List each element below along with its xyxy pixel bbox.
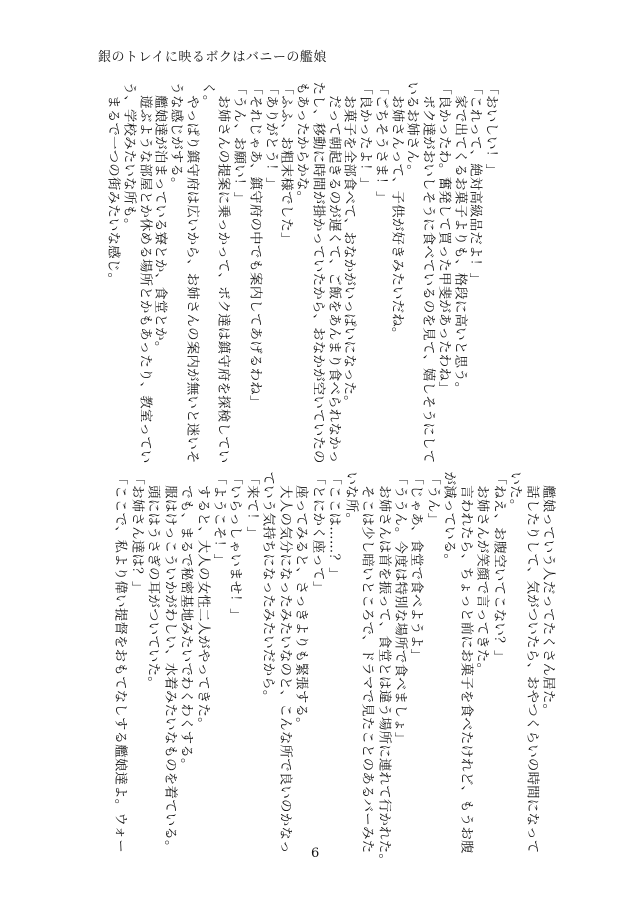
text-column: お姉さんは首を振って、食堂とは違う場所に連れて行かれた。 [376,471,392,868]
text-column: 「ねえ、お腹空いてこない？」 [491,471,507,664]
text-column: 「ふふ、お粗末様でした」 [278,81,294,246]
text-column: 「来て！」 [244,471,260,540]
text-column: いた。 [507,471,523,513]
text-column: いな所。 [343,471,359,527]
text-column: 艦娘達が泊まっている寮とか、食堂とか。 [152,81,168,355]
text-column: 「ううん。今度は特別な場所で食べましょ」 [392,471,408,746]
text-column: まるで一つの街みたいな感じ。 [105,81,121,287]
text-column: 「うん」 [425,471,441,527]
text-column: 遊ぶような部屋とか休める場所とかもあったり、教室ってい [137,81,153,464]
text-column: 「良かったよ！」 [357,81,373,191]
text-column: だって朝起きるのが遅くて、ご飯をあんまり食べられなかっ [326,81,342,464]
text-column: 「いらっしゃいませ！」 [228,471,244,622]
text-column: 「良かったわ。奮発して買った甲斐があったわね」 [436,81,452,395]
text-column: お姉さんの提案に乗っかって、ボク達は鎮守府を探検してい [215,81,231,464]
text-column: 「それじゃあ、鎮守府の中でも案内してあげるわね」 [247,81,263,409]
text-column: すると、大人の女性二人がやってきた。 [195,471,211,731]
text-column: お菓子を全部食べて、おなかがいっぱいになった。 [341,81,357,409]
text-column: そこは少し暗いところで、ドラマで見たことのあるバーみた [359,471,375,854]
text-column: もあったからかな。 [294,81,310,205]
text-column: う、学校みたいな所も。 [121,81,137,232]
text-column: 「じゃあ、食堂で食べようよ」 [409,471,425,663]
text-column: 「うん、お願い！」 [231,81,247,206]
text-column: ていう気持ちになったみたいだから。 [260,471,276,704]
text-column: 服はけっこういかがわしい、水着みたいなものを着ている。 [162,471,178,854]
text-column: く。 [200,81,216,109]
text-column: 家で出てくるお菓子よりも、格段に高いと思う。 [452,81,468,396]
text-column: うな感じがする。 [168,81,184,191]
text-column: 「ありがとう！」 [263,81,279,191]
text-column: 「とにかく座って」 [310,471,326,595]
text-column: 言われたら、ちょっと前にお菓子を食べたけれど、もうお腹 [458,471,474,854]
text-column: 話したりして、気がついたら、おやつくらいの時間になって [524,471,540,854]
text-column: 「これって、絶対高級品だよ！」 [467,81,483,287]
text-column: ボク達がおいしそうに食べているのを見て、嬉しそうにして [420,81,436,464]
page-number: 6 [311,846,320,861]
text-column: 頭にはうさぎの耳がついていた。 [145,471,161,691]
text-column: 大人の気分になったみたいなのと、こんな所で良いのかなっ [277,471,293,854]
text-column: 「ここは……？」 [326,471,342,581]
text-column: お姉さんが笑顔で言ってきた。 [474,471,490,677]
text-column: いるお姉さん。 [404,81,420,178]
text-column: 座ってみると、さっきよりも緊張する。 [293,471,309,731]
text-column: でも、まるで秘密基地みたいでわくわくする。 [178,471,194,772]
text-column: が減っている。 [441,471,457,568]
running-header: 銀のトレイに映るボクはバニーの艦娘 [98,50,327,65]
text-column: 「ここで、私より偉い提督をおもてなしする艦娘達よ。ウォー [112,471,128,853]
text-column: お姉さんって、子供が好きみたいだね。 [389,81,405,341]
text-column: やっぱり鎮守府は広いから、お姉さんの案内が無いと迷いそ [184,81,200,464]
text-column: たし、移動に時間が掛かっていたから、おなかが空いていたの [310,81,326,464]
text-column: 「ようこそ！」 [211,471,227,568]
text-column: 「ごちそうさま！」 [373,81,389,205]
text-column: 「お姉さん達は？」 [129,471,145,595]
text-column: 艦娘っていう人だってたくさん居た。 [540,471,556,718]
text-column: 「おいしい！」 [483,81,499,178]
